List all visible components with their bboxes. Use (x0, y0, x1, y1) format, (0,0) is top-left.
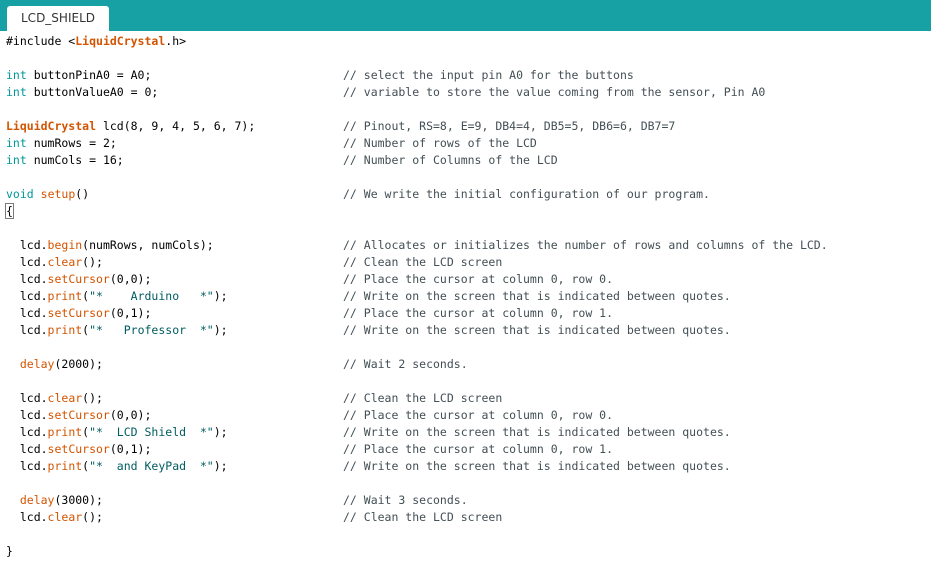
token-str: "* LCD Shield *" (89, 425, 214, 439)
token: ); (213, 425, 228, 439)
token: lcd. (6, 459, 48, 473)
token-str: "* Professor *" (89, 323, 214, 337)
token: (2000); (54, 357, 103, 371)
token-fn: setCursor (47, 272, 110, 286)
code-line[interactable] (0, 441, 931, 458)
code-text (6, 135, 117, 152)
code-line[interactable] (0, 356, 931, 373)
code-text (6, 152, 124, 169)
code-text (6, 424, 228, 441)
code-text (6, 509, 103, 526)
code-comment: // Place the cursor at column 0, row 1. (343, 306, 614, 320)
code-line[interactable] (0, 373, 931, 390)
token: lcd. (6, 289, 48, 303)
code-line[interactable] (0, 203, 931, 220)
token: buttonPinA0 = A0; (26, 68, 152, 82)
code-text (6, 492, 103, 509)
code-comment: // Number of rows of the LCD (343, 136, 537, 150)
code-line[interactable] (0, 84, 931, 101)
token-fn: print (47, 289, 83, 303)
code-text (6, 356, 103, 373)
code-text (6, 305, 151, 322)
token-cls: LiquidCrystal (75, 34, 166, 48)
code-comment: // Write on the screen that is indicated between quotes. (343, 289, 731, 303)
token: () (75, 187, 90, 201)
code-line[interactable] (0, 50, 931, 67)
code-comment: // Number of Columns of the LCD (343, 153, 558, 167)
token: numCols = 16; (26, 153, 124, 167)
token: ( (82, 459, 90, 473)
code-line[interactable] (0, 67, 931, 84)
token: ( (82, 323, 90, 337)
token: ); (213, 289, 228, 303)
token: (0,0); (109, 408, 152, 422)
code-line[interactable] (0, 475, 931, 492)
code-text (6, 203, 13, 220)
token-fn: setCursor (47, 408, 110, 422)
token-fn: clear (47, 255, 83, 269)
token-kw: int (6, 85, 27, 99)
code-text (6, 237, 214, 254)
token (34, 187, 41, 201)
token-brace: { (6, 204, 13, 218)
token-fn: print (47, 323, 83, 337)
token: (0,0); (109, 272, 152, 286)
code-line[interactable] (0, 509, 931, 526)
token: (); (82, 255, 103, 269)
code-text (6, 186, 89, 203)
code-text (6, 322, 228, 339)
code-comment: // Place the cursor at column 0, row 1. (343, 442, 614, 456)
code-line[interactable] (0, 254, 931, 271)
code-comment: // Write on the screen that is indicated between quotes. (343, 323, 731, 337)
code-comment: // select the input pin A0 for the buttons (343, 68, 634, 82)
code-line[interactable] (0, 339, 931, 356)
code-line[interactable] (0, 135, 931, 152)
token-kw: int (6, 153, 27, 167)
token-cls: LiquidCrystal (6, 119, 97, 133)
code-comment: // Wait 2 seconds. (343, 357, 468, 371)
token: lcd. (6, 255, 48, 269)
token-fn: clear (47, 510, 83, 524)
code-line[interactable] (0, 424, 931, 441)
code-text (6, 271, 151, 288)
token: (); (82, 510, 103, 524)
token (6, 357, 20, 371)
code-text (6, 288, 228, 305)
token-kw: void (6, 187, 34, 201)
token-fn: setup (40, 187, 76, 201)
code-comment: // We write the initial configuration of our program. (343, 187, 710, 201)
token: (0,1); (109, 442, 152, 456)
token: (0,1); (109, 306, 152, 320)
code-text (6, 67, 151, 84)
code-line[interactable] (0, 237, 931, 254)
token: buttonValueA0 = 0; (26, 85, 159, 99)
code-comment: // Write on the screen that is indicated between quotes. (343, 425, 731, 439)
code-text (6, 33, 186, 50)
token: ( (82, 289, 90, 303)
code-line[interactable] (0, 407, 931, 424)
code-comment: // Clean the LCD screen (343, 510, 503, 524)
token: lcd. (6, 425, 48, 439)
token-fn: setCursor (47, 306, 110, 320)
code-line[interactable] (0, 33, 931, 50)
code-comment: // Wait 3 seconds. (343, 493, 468, 507)
code-line[interactable] (0, 186, 931, 203)
code-line[interactable] (0, 288, 931, 305)
token: #include < (6, 34, 76, 48)
token: lcd. (6, 306, 48, 320)
code-line[interactable] (0, 543, 931, 560)
tab-lcd-shield[interactable]: LCD_SHIELD (7, 6, 109, 31)
token-fn: print (47, 459, 83, 473)
token: lcd. (6, 408, 48, 422)
code-line[interactable] (0, 118, 931, 135)
token: numRows = 2; (26, 136, 117, 150)
code-text (6, 543, 13, 560)
code-comment: // variable to store the value coming from the sensor, Pin A0 (343, 85, 766, 99)
code-text (6, 254, 103, 271)
code-comment: // Pinout, RS=8, E=9, DB4=4, DB5=5, DB6=6, DB7=7 (343, 119, 676, 133)
code-text (6, 118, 255, 135)
code-line[interactable] (0, 220, 931, 237)
token: lcd. (6, 323, 48, 337)
token: (); (82, 391, 103, 405)
token-fn: clear (47, 391, 83, 405)
token: lcd(8, 9, 4, 5, 6, 7); (96, 119, 256, 133)
token-fn: delay (19, 493, 55, 507)
token-fn: print (47, 425, 83, 439)
token: ); (213, 459, 228, 473)
code-line[interactable] (0, 305, 931, 322)
code-line[interactable] (0, 169, 931, 186)
token: lcd. (6, 442, 48, 456)
code-text (6, 390, 103, 407)
token-fn: setCursor (47, 442, 110, 456)
code-text (6, 458, 228, 475)
code-comment: // Clean the LCD screen (343, 391, 503, 405)
code-line[interactable] (0, 152, 931, 169)
code-line[interactable] (0, 492, 931, 509)
token: lcd. (6, 238, 48, 252)
code-line[interactable] (0, 101, 931, 118)
token: (numRows, numCols); (82, 238, 214, 252)
code-line[interactable] (0, 390, 931, 407)
token-str: "* Arduino *" (89, 289, 214, 303)
code-comment: // Place the cursor at column 0, row 0. (343, 272, 614, 286)
tab-bar (0, 0, 931, 31)
code-comment: // Place the cursor at column 0, row 0. (343, 408, 614, 422)
token (6, 493, 20, 507)
code-line[interactable] (0, 322, 931, 339)
code-comment: // Allocates or initializes the number of rows and columns of the LCD. (343, 238, 828, 252)
code-text (6, 84, 158, 101)
code-line[interactable] (0, 271, 931, 288)
token-kw: int (6, 68, 27, 82)
token-kw: int (6, 136, 27, 150)
token: } (6, 544, 13, 558)
token: ( (82, 425, 90, 439)
token: (3000); (54, 493, 103, 507)
token-str: "* and KeyPad *" (89, 459, 214, 473)
token: .h> (165, 34, 187, 48)
code-comment: // Write on the screen that is indicated between quotes. (343, 459, 731, 473)
token-fn: delay (19, 357, 55, 371)
token: lcd. (6, 272, 48, 286)
code-text (6, 441, 151, 458)
code-line[interactable] (0, 458, 931, 475)
code-line[interactable] (0, 526, 931, 543)
code-text (6, 407, 151, 424)
token: lcd. (6, 510, 48, 524)
token: lcd. (6, 391, 48, 405)
token: ); (213, 323, 228, 337)
code-comment: // Clean the LCD screen (343, 255, 503, 269)
code-editor[interactable] (0, 31, 931, 573)
token-fn: begin (47, 238, 83, 252)
